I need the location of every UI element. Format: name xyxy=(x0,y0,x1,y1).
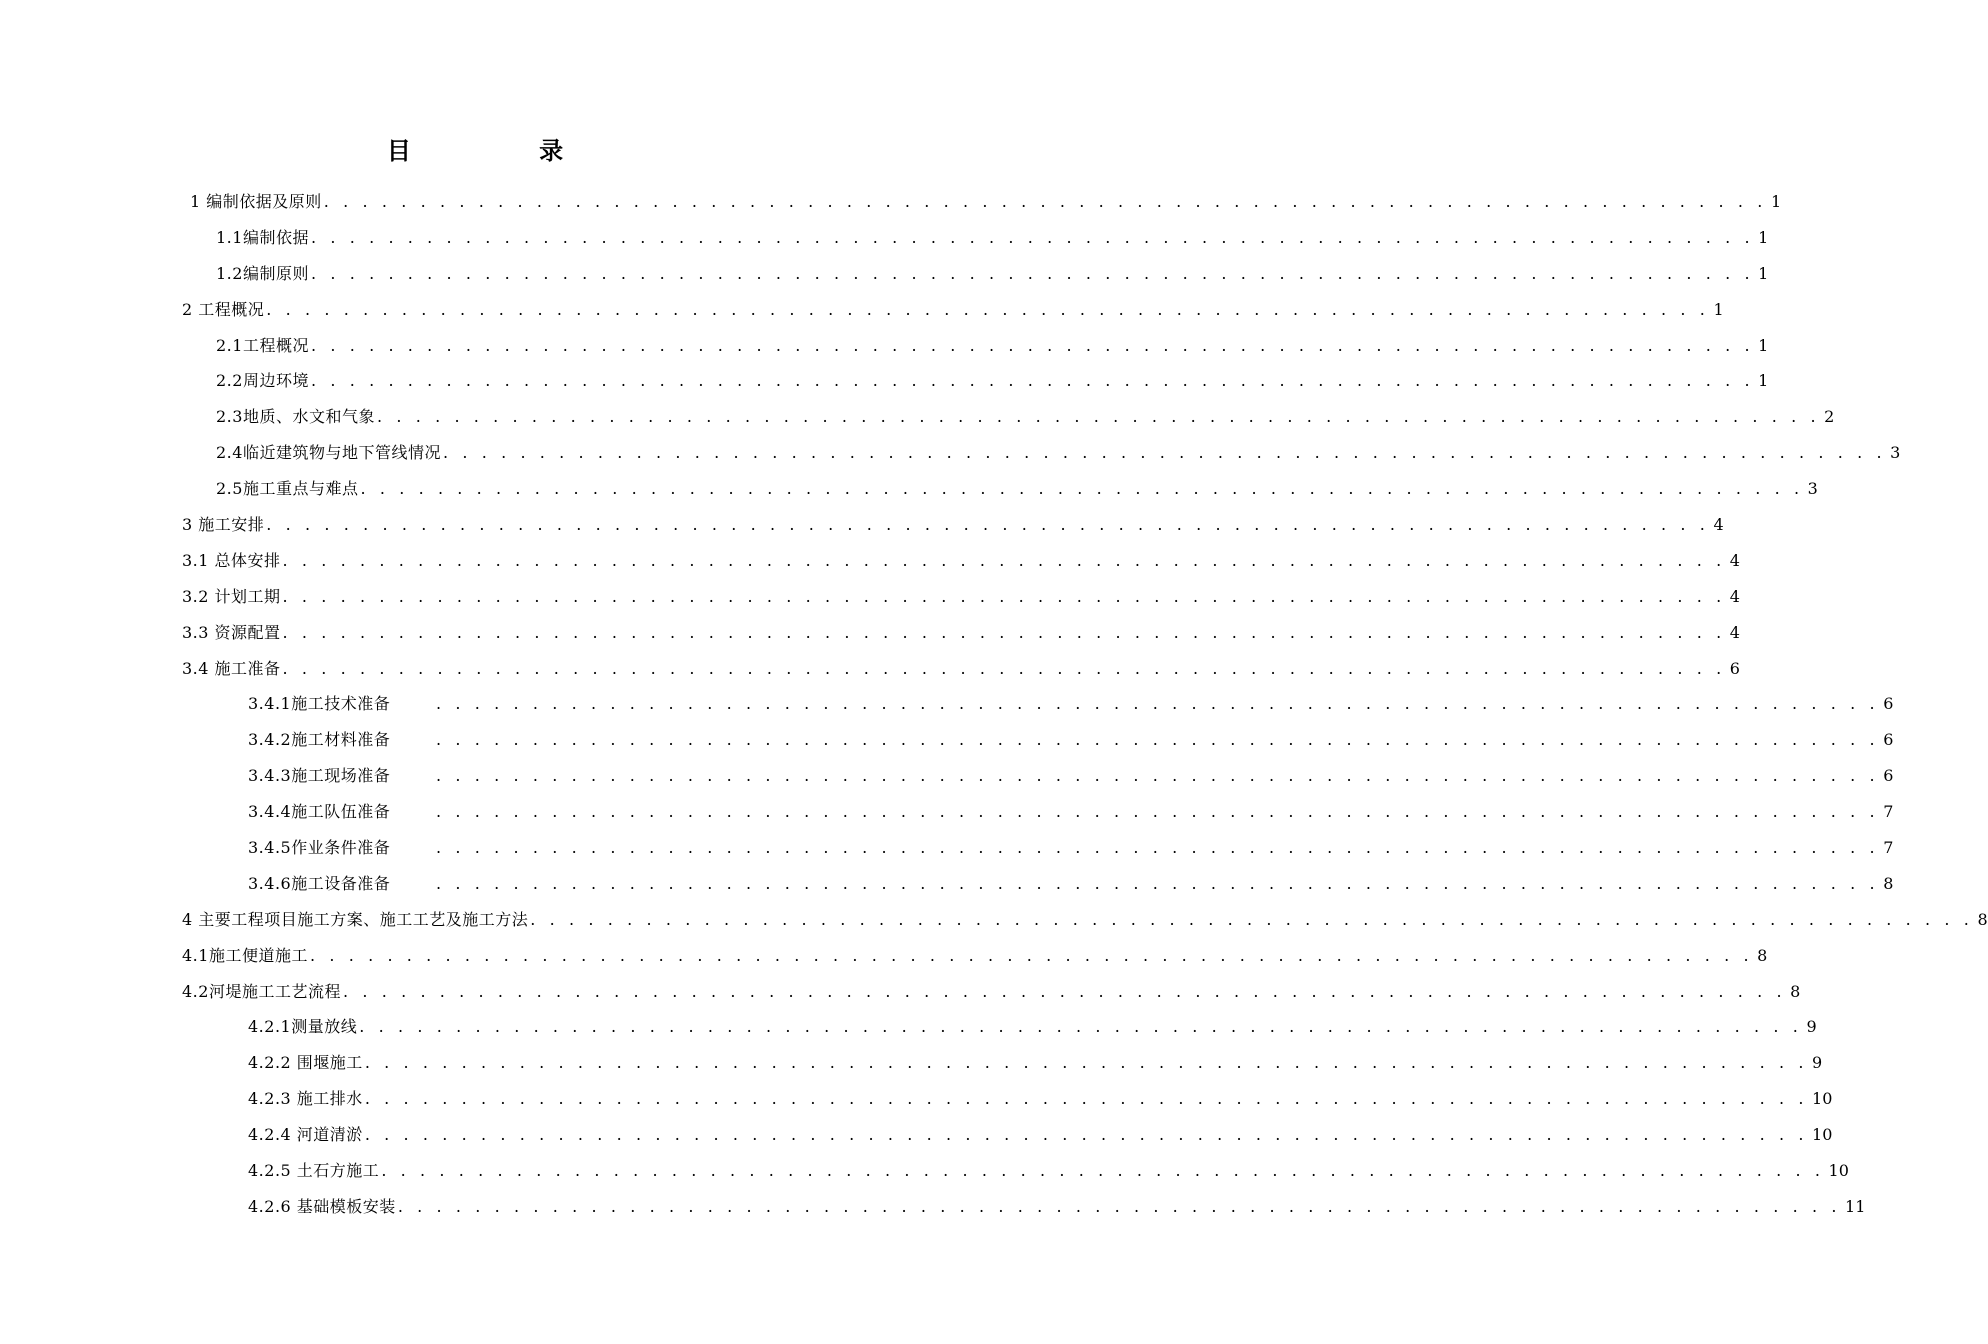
toc-entry-4-2-2[interactable] xyxy=(0,1045,1823,1081)
toc-entry-page: 1 xyxy=(1758,227,1769,247)
toc-leader: . . . . . . . . . . . . . . . . . . . . . . . . . . . . . . . . . . . . . . . . . . . . . . . . . . . . . . . . . . . . . . . . . . . . . . . . . . . xyxy=(364,1125,1809,1145)
toc-leader: . . . . . . . . . . . . . . . . . . . . . . . . . . . . . . . . . . . . . . . . . . . . . . . . . . . . . . . . . . . . . . . . . . . . . . . . . . . xyxy=(360,479,1804,499)
toc-entry-3-4-5[interactable] xyxy=(0,830,1894,866)
toc-entry-label: 4.2.2 围堰施工 xyxy=(248,1053,363,1073)
toc-entry-label: 1 编制依据及原则 xyxy=(190,192,322,211)
toc-entry-page: 10 xyxy=(1828,1161,1849,1181)
toc-entry-page: 7 xyxy=(1883,802,1894,822)
toc-entry-page: 9 xyxy=(1812,1053,1823,1073)
toc-entry-4-2-5[interactable] xyxy=(0,1153,1849,1189)
toc-entry-page: 6 xyxy=(1729,658,1740,678)
toc-entry-page: 6 xyxy=(1883,766,1894,786)
toc-entry-3-3[interactable] xyxy=(0,615,1740,651)
toc-entry-page: 3 xyxy=(1890,443,1901,463)
toc-leader: . . . . . . . . . . . . . . . . . . . . . . . . . . . . . . . . . . . . . . . . . . . . . . . . . . . . . . . . . . . . . . . . . . . . . . . . . . . xyxy=(397,1196,1842,1216)
toc-entry-4-2-3[interactable] xyxy=(0,1081,1833,1117)
toc-leader: . . . . . . . . . . . . . . . . . . . . . . . . . . . . . . . . . . . . . . . . . . . . . . . . . . . . . . . . . . . . . . . . . . . . . . . . . . . xyxy=(282,586,1726,606)
toc-entry-1-2[interactable] xyxy=(0,256,1769,292)
toc-title: 目 录 xyxy=(386,136,624,165)
toc-entry-label: 4.1施工便道施工 xyxy=(182,945,308,965)
toc-entry-label: 3.4.1施工技术准备 xyxy=(248,694,391,714)
toc-leader: . . . . . . . . . . . . . . . . . . . . . . . . . . . . . . . . . . . . . . . . . . . . . . . . . . . . . . . . . . . . . . . . . . . . . . . . . . . xyxy=(266,515,1710,535)
toc-entry-label: 3.3 资源配置 xyxy=(182,622,281,642)
toc-leader: . . . . . . . . . . . . . . . . . . . . . . . . . . . . . . . . . . . . . . . . . . . . . . . . . . . . . . . . . . . . . . . . . . . . . . . . . . . xyxy=(266,299,1710,319)
toc-entry-page: 1 xyxy=(1771,192,1782,211)
toc-leader: . . . . . . . . . . . . . . . . . . . . . . . . . . . . . . . . . . . . . . . . . . . . . . . . . . . . . . . . . . . . . . . . . . . . . . . . . . . xyxy=(436,766,1880,786)
toc-entry-page: 8 xyxy=(1883,873,1894,893)
toc-entry-label: 3.1 总体安排 xyxy=(182,550,281,570)
toc-entry-3[interactable] xyxy=(0,507,1724,543)
toc-leader: . . . . . . . . . . . . . . . . . . . . . . . . . . . . . . . . . . . . . . . . . . . . . . . . . . . . . . . . . . . . . . . . . . . . . . . . . . . xyxy=(436,802,1880,822)
toc-entry-3-4-2[interactable] xyxy=(0,722,1894,758)
toc-entry-page: 1 xyxy=(1713,299,1724,319)
toc-entry-page: 10 xyxy=(1812,1125,1833,1145)
toc-entry-label: 2.4临近建筑物与地下管线情况 xyxy=(216,443,441,463)
toc-leader: . . . . . . . . . . . . . . . . . . . . . . . . . . . . . . . . . . . . . . . . . . . . . . . . . . . . . . . . . . . . . . . . . . . . . . . . . . . xyxy=(381,1161,1825,1181)
toc-entry-page: 4 xyxy=(1729,586,1740,606)
toc-entry-2-1[interactable] xyxy=(0,328,1769,364)
toc-leader: . . . . . . . . . . . . . . . . . . . . . . . . . . . . . . . . . . . . . . . . . . . . . . . . . . . . . . . . . . . . . . . . . . . . . . . . . . . xyxy=(323,192,1767,211)
toc-leader: . . . . . . . . . . . . . . . . . . . . . . . . . . . . . . . . . . . . . . . . . . . . . . . . . . . . . . . . . . . . . . . . . . . . . . . . . . . xyxy=(436,873,1880,893)
toc-entry-label: 3.4.4施工队伍准备 xyxy=(248,802,391,822)
toc-entry-label: 2.3地质、水文和气象 xyxy=(216,407,375,427)
toc-leader: . . . . . . . . . . . . . . . . . . . . . . . . . . . . . . . . . . . . . . . . . . . . . . . . . . . . . . . . . . . . . . . . . . . . . . . . . . . xyxy=(282,658,1726,678)
toc-leader: . . . . . . . . . . . . . . . . . . . . . . . . . . . . . . . . . . . . . . . . . . . . . . . . . . . . . . . . . . . . . . . . . . . . . . . . . . . xyxy=(310,335,1755,355)
toc-entry-label: 3.4 施工准备 xyxy=(182,658,281,678)
toc-entry-label: 2 工程概况 xyxy=(182,299,265,319)
toc-entry-label: 3.4.3施工现场准备 xyxy=(248,766,391,786)
toc-entry-4-2[interactable] xyxy=(0,974,1801,1010)
toc-entry-page: 1 xyxy=(1758,335,1769,355)
toc-entry-page: 3 xyxy=(1807,479,1818,499)
toc-entry-label: 3.4.6施工设备准备 xyxy=(248,873,391,893)
toc-entry-page: 1 xyxy=(1758,371,1769,391)
toc-entry-3-4-6[interactable] xyxy=(0,866,1894,902)
toc-entry-label: 4.2.3 施工排水 xyxy=(248,1089,363,1109)
toc-entry-label: 1.1编制依据 xyxy=(216,227,309,247)
toc-entry-label: 4.2.1测量放线 xyxy=(248,1017,358,1037)
toc-leader: . . . . . . . . . . . . . . . . . . . . . . . . . . . . . . . . . . . . . . . . . . . . . . . . . . . . . . . . . . . . . . . . . . . . . . . . . . . xyxy=(310,371,1755,391)
toc-entry-label: 3.4.5作业条件准备 xyxy=(248,838,391,858)
toc-leader: . . . . . . . . . . . . . . . . . . . . . . . . . . . . . . . . . . . . . . . . . . . . . . . . . . . . . . . . . . . . . . . . . . . . . . . . . . . xyxy=(436,730,1880,750)
toc-entry-page: 2 xyxy=(1824,407,1835,427)
toc-entry-3-4-4[interactable] xyxy=(0,794,1894,830)
toc-leader: . . . . . . . . . . . . . . . . . . . . . . . . . . . . . . . . . . . . . . . . . . . . . . . . . . . . . . . . . . . . . . . . . . . . . . . . . . . xyxy=(282,622,1726,642)
toc-entry-page: 8 xyxy=(1977,909,1988,929)
toc-entry-label: 4.2.6 基础模板安装 xyxy=(248,1196,396,1216)
toc-entry-page: 4 xyxy=(1729,622,1740,642)
toc-entry-3-4[interactable] xyxy=(0,651,1740,687)
toc-entry-label: 4 主要工程项目施工方案、施工工艺及施工方法 xyxy=(182,909,529,929)
toc-entry-label: 4.2.5 土石方施工 xyxy=(248,1161,380,1181)
toc-entry-4-2-1[interactable] xyxy=(0,1009,1817,1045)
toc-leader: . . . . . . . . . . . . . . . . . . . . . . . . . . . . . . . . . . . . . . . . . . . . . . . . . . . . . . . . . . . . . . . . . . . . . . . . . . . xyxy=(342,981,1787,1001)
toc-leader: . . . . . . . . . . . . . . . . . . . . . . . . . . . . . . . . . . . . . . . . . . . . . . . . . . . . . . . . . . . . . . . . . . . . . . . . . . . xyxy=(436,838,1880,858)
toc-entry-label: 4.2河堤施工工艺流程 xyxy=(182,981,341,1001)
toc-entry-3-1[interactable] xyxy=(0,543,1740,579)
toc-entry-2-3[interactable] xyxy=(0,399,1835,435)
toc-entry-label: 4.2.4 河道清淤 xyxy=(248,1125,363,1145)
toc-leader: . . . . . . . . . . . . . . . . . . . . . . . . . . . . . . . . . . . . . . . . . . . . . . . . . . . . . . . . . . . . . . . . . . . . . . . . . . . xyxy=(364,1089,1809,1109)
toc-entry-page: 4 xyxy=(1713,515,1724,535)
toc-entry-3-4-1[interactable] xyxy=(0,686,1894,722)
toc-entry-label: 3.4.2施工材料准备 xyxy=(248,730,391,750)
toc-entry-3-2[interactable] xyxy=(0,579,1740,615)
toc-leader: . . . . . . . . . . . . . . . . . . . . . . . . . . . . . . . . . . . . . . . . . . . . . . . . . . . . . . . . . . . . . . . . . . . . . . . . . . . xyxy=(309,945,1754,965)
toc-entry-2[interactable] xyxy=(0,292,1724,328)
toc-entry-1[interactable] xyxy=(0,184,1782,220)
toc-leader: . . . . . . . . . . . . . . . . . . . . . . . . . . . . . . . . . . . . . . . . . . . . . . . . . . . . . . . . . . . . . . . . . . . . . . . . . . . xyxy=(310,263,1755,283)
toc-entry-label: 2.5施工重点与难点 xyxy=(216,479,359,499)
toc-entry-page: 8 xyxy=(1790,981,1801,1001)
toc-entry-page: 6 xyxy=(1883,730,1894,750)
toc-entry-page: 4 xyxy=(1729,550,1740,570)
toc-entry-label: 2.2周边环境 xyxy=(216,371,309,391)
toc-leader: . . . . . . . . . . . . . . . . . . . . . . . . . . . . . . . . . . . . . . . . . . . . . . . . . . . . . . . . . . . . . . . . . . . . . . . . . . . xyxy=(436,694,1880,714)
toc-leader: . . . . . . . . . . . . . . . . . . . . . . . . . . . . . . . . . . . . . . . . . . . . . . . . . . . . . . . . . . . . . . . . . . . . . . . . . . . xyxy=(310,227,1755,247)
toc-entry-page: 7 xyxy=(1883,838,1894,858)
toc-entry-label: 2.1工程概况 xyxy=(216,335,309,355)
toc-entry-2-2[interactable] xyxy=(0,363,1769,399)
toc-entry-4-2-6[interactable] xyxy=(0,1189,1866,1225)
toc-list xyxy=(0,184,1988,1225)
toc-leader: . . . . . . . . . . . . . . . . . . . . . . . . . . . . . . . . . . . . . . . . . . . . . . . . . . . . . . . . . . . . . . . . . . . . . . . . . . . xyxy=(282,550,1726,570)
toc-entry-1-1[interactable] xyxy=(0,220,1769,256)
toc-entry-label: 1.2编制原则 xyxy=(216,263,309,283)
toc-leader: . . . . . . . . . . . . . . . . . . . . . . . . . . . . . . . . . . . . . . . . . . . . . . . . . . . . . . . . . . . . . . . . . . . . . . . . . . . xyxy=(376,407,1821,427)
toc-leader: . . . . . . . . . . . . . . . . . . . . . . . . . . . . . . . . . . . . . . . . . . . . . . . . . . . . . . . . . . . . . . . . . . . . . . . . . . . xyxy=(359,1017,1803,1037)
toc-leader: . . . . . . . . . . . . . . . . . . . . . . . . . . . . . . . . . . . . . . . . . . . . . . . . . . . . . . . . . . . . . . . . . . . . . . . . . . . xyxy=(442,443,1887,463)
toc-entry-page: 9 xyxy=(1806,1017,1817,1037)
toc-entry-page: 1 xyxy=(1758,263,1769,283)
toc-entry-page: 8 xyxy=(1757,945,1768,965)
toc-leader: . . . . . . . . . . . . . . . . . . . . . . . . . . . . . . . . . . . . . . . . . . . . . . . . . . . . . . . . . . . . . . . . . . . . . . . . . . . xyxy=(530,909,1974,929)
toc-entry-page: 11 xyxy=(1845,1196,1866,1216)
toc-entry-page: 10 xyxy=(1812,1089,1833,1109)
toc-entry-4[interactable] xyxy=(0,902,1988,938)
toc-entry-label: 3.2 计划工期 xyxy=(182,586,281,606)
toc-entry-label: 3 施工安排 xyxy=(182,515,265,535)
toc-entry-4-1[interactable] xyxy=(0,938,1768,974)
toc-entry-2-5[interactable] xyxy=(0,471,1818,507)
toc-entry-3-4-3[interactable] xyxy=(0,758,1894,794)
toc-entry-page: 6 xyxy=(1883,694,1894,714)
toc-entry-4-2-4[interactable] xyxy=(0,1117,1833,1153)
toc-entry-2-4[interactable] xyxy=(0,435,1901,471)
toc-leader: . . . . . . . . . . . . . . . . . . . . . . . . . . . . . . . . . . . . . . . . . . . . . . . . . . . . . . . . . . . . . . . . . . . . . . . . . . . xyxy=(364,1053,1809,1073)
